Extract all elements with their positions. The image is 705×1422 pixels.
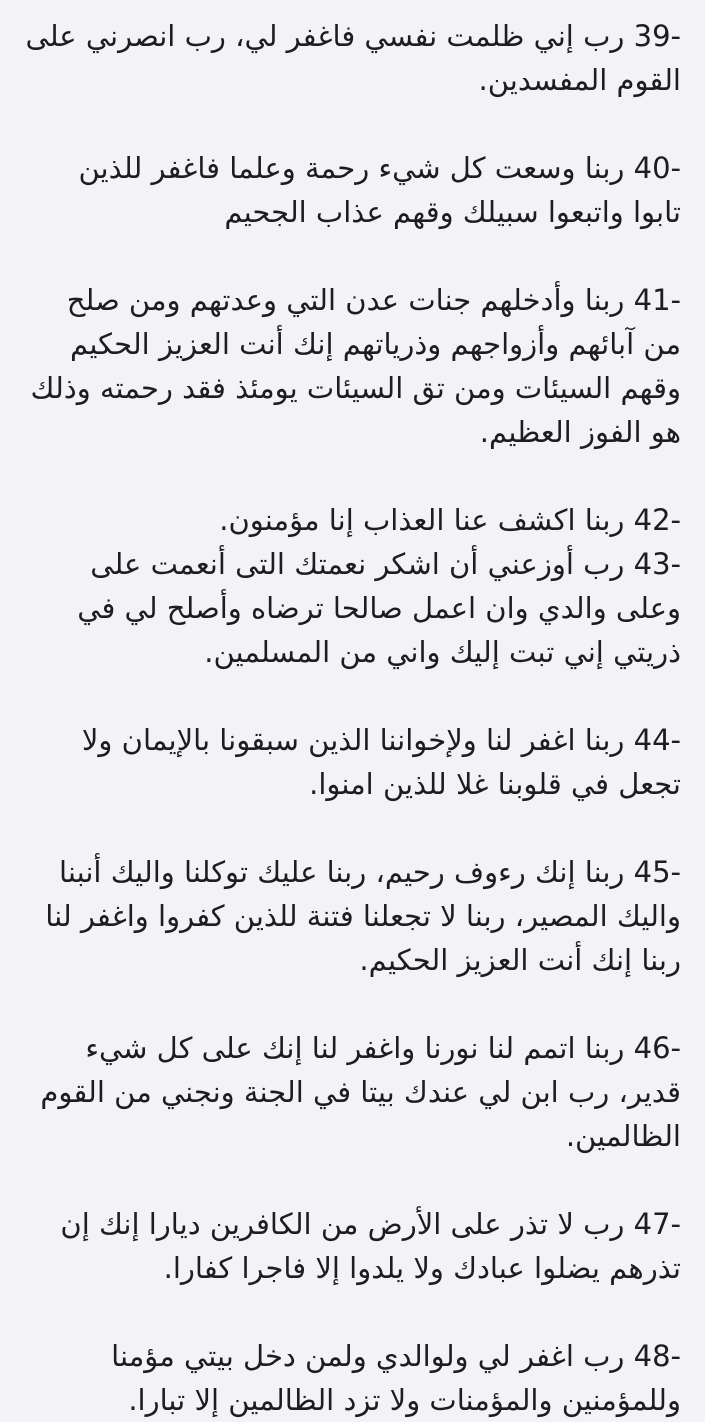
entry-40: -40 ربنا وسعت كل شيء رحمة وعلما فاغفر للذين تابوا واتبعوا سبيلك وقهم عذاب الجحيم [78,151,681,229]
entry-44: -44 ربنا اغفر لنا ولإخواننا الذين سبقونا بالإيمان ولا تجعل في قلوبنا غلا للذين امنوا. [81,723,681,801]
entry-47: -47 رب لا تذر على الأرض من الكافرين ديارا إنك إن تذرهم يضلوا عبادك ولا يلدوا إلا فاجرا كفارا. [60,1207,681,1285]
entry-48: -48 رب اغفر لي ولوالدي ولمن دخل بيتي مؤمنا وللمؤمنين والمؤمنات ولا تزد الظالمين إلا تبارا. [111,1339,681,1417]
entry-43: -43 رب أوزعني أن اشكر نعمتك التى أنعمت على وعلى والدي وان اعمل صالحا ترضاه وأصلح لي في ذريتي إني تبت إليك واني من المسلمين. [77,547,681,669]
entry-42: -42 ربنا اكشف عنا العذاب إنا مؤمنون. [219,503,681,537]
entry-41: -41 ربنا وأدخلهم جنات عدن التي وعدتهم ومن صلح من آبائهم وأزواجهم وذرياتهم إنك أنت العزيز الحكيم وقهم السيئات ومن تق السيئات يومئذ فقد رحمته وذلك هو الفوز العظيم. [30,283,681,449]
entry-45: -45 ربنا إنك رءوف رحيم، ربنا عليك توكلنا واليك أنبنا واليك المصير، ربنا لا تجعلنا فتنة للذين كفروا واغفر لنا ربنا إنك أنت العزيز الحكيم. [45,855,681,977]
entry-39: -39 رب إني ظلمت نفسي فاغفر لي، رب انصرني على القوم المفسدين. [25,19,681,97]
entry-46: -46 ربنا اتمم لنا نورنا واغفر لنا إنك على كل شيء قدير، رب ابن لي عندك بيتا في الجنة ونجني من القوم الظالمين. [40,1031,681,1153]
